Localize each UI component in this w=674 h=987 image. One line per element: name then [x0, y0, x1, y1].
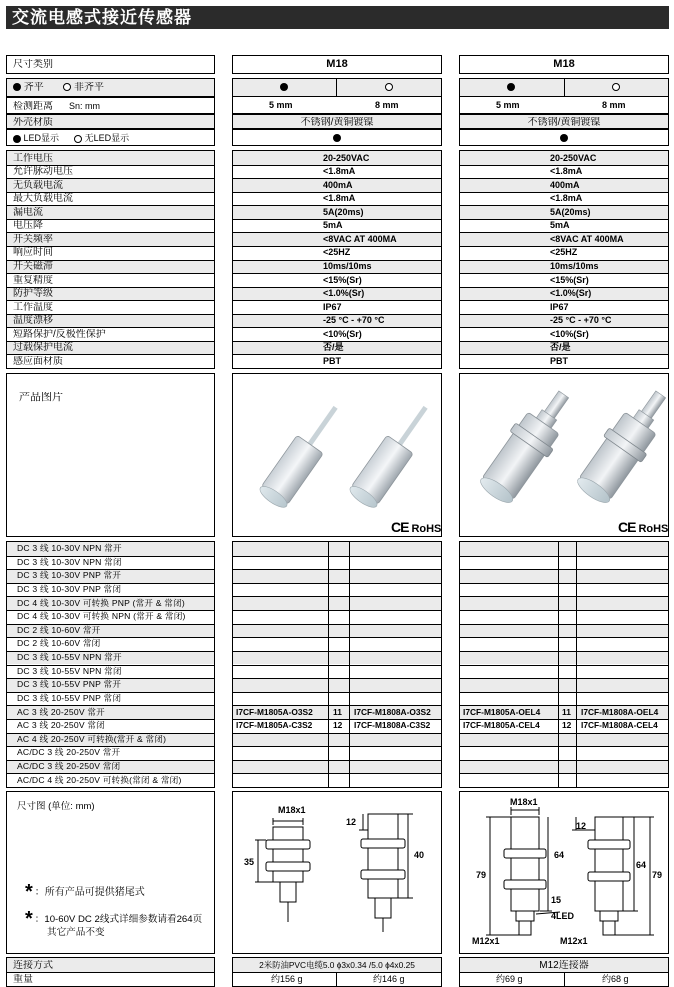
output-type-label: AC 3 线 20-250V 常开: [17, 706, 105, 717]
svg-text:79: 79: [652, 870, 663, 880]
output-type-label: DC 3 线 10-55V NPN 常闭: [17, 665, 122, 676]
dimension-drawing-a: [232, 791, 442, 954]
svg-text:M12x1: M12x1: [472, 936, 500, 946]
distance-row: [6, 97, 215, 114]
spec-value: <1.8mA: [550, 193, 583, 204]
flush-row: [6, 78, 215, 97]
column-m18-connector: [459, 0, 669, 987]
spec-label: 温度漂移: [13, 315, 53, 327]
product-image-a: [232, 373, 442, 537]
distance-a: 5 mm 8 mm: [232, 97, 442, 114]
spec-label: 允许脉动电压: [13, 166, 73, 178]
spec-label-table: [6, 150, 215, 369]
note-dc2: * ：10-60V DC 2线式详细参数请看264页 其它产品不变: [25, 908, 203, 939]
thread-label: M18x1: [278, 805, 306, 815]
spec-label: 漏电流: [13, 206, 43, 218]
spec-value: <25HZ: [323, 247, 351, 258]
model-number: I7CF-M1805A-OEL4: [463, 706, 541, 717]
output-type-label: DC 3 线 10-55V NPN 常开: [17, 652, 122, 663]
model-number: I7CF-M1805A-O3S2: [236, 706, 313, 717]
led-dot-icon: [560, 134, 568, 142]
model-index: 11: [333, 706, 342, 717]
noled-ring-icon: [74, 135, 82, 143]
output-type-label: DC 4 线 10-30V 可转换 NPN (常开 & 常闭): [17, 611, 186, 622]
spec-value: <8VAC AT 400MA: [323, 233, 397, 244]
dimension-label-box: [6, 791, 215, 954]
connection-value-b: M12连接器: [539, 960, 589, 971]
led-dot-icon: [13, 135, 21, 143]
distance-label: 检测距离: [13, 101, 53, 112]
housing-label: 外壳材质: [13, 117, 53, 128]
spec-label: 开关磁滞: [13, 261, 53, 272]
dimension-label: 尺寸图 (单位: mm): [17, 801, 95, 812]
spec-value: 20-250VAC: [323, 152, 370, 163]
model-index: 12: [333, 720, 343, 731]
spec-value: IP67: [323, 301, 342, 312]
sensor-photo-cable: [233, 374, 443, 538]
connection-weight-a: 2米防油PVC电缆5.0 ɸ3x0.34 /5.0 ɸ4x0.25 约156 g 约146 g: [232, 957, 442, 987]
nonflush-ring-icon: [385, 83, 393, 91]
led-dot-icon: [333, 134, 341, 142]
noled-label: 无LED显示: [84, 133, 130, 143]
spec-value: IP67: [550, 301, 569, 312]
spec-value: 10ms/10ms: [550, 261, 599, 271]
model-number: I7CF-M1805A-C3S2: [236, 720, 313, 731]
output-type-label: DC 3 线 10-30V NPN 常开: [17, 543, 122, 554]
size-value-b: M18: [459, 55, 669, 74]
spec-value: 400mA: [550, 179, 580, 190]
spec-label: 工作温度: [13, 301, 53, 313]
output-type-label: DC 4 线 10-30V 可转换 PNP (常开 & 常闭): [17, 597, 185, 608]
label-column: [6, 0, 215, 987]
output-type-label: DC 2 线 10-60V 常开: [17, 624, 101, 635]
model-number: I7CF-M1808A-CEL4: [581, 720, 658, 731]
output-type-label: AC/DC 3 线 20-250V 常闭: [17, 760, 121, 771]
svg-text:12: 12: [346, 817, 357, 827]
connection-weight-label: [6, 957, 215, 987]
note-pigtail: * ：所有产品可提供猪尾式: [25, 881, 145, 903]
flush-dot-icon: [507, 83, 515, 91]
spec-label: 响应时间: [13, 247, 53, 259]
output-type-label: AC/DC 4 线 20-250V 可转换(常闭 & 常闭): [17, 774, 182, 785]
led-b: [459, 129, 669, 146]
spec-label: 过载保护电流: [13, 342, 73, 354]
output-type-label: DC 3 线 10-55V PNP 常闭: [17, 692, 122, 703]
nonflush-ring-icon: [63, 83, 71, 91]
thread-label: M18x1: [510, 797, 538, 807]
spec-values-b: [459, 150, 669, 369]
svg-text:64: 64: [636, 860, 647, 870]
output-values-a: [232, 541, 442, 788]
model-index: 11: [562, 706, 571, 717]
flush-dot-icon: [280, 83, 288, 91]
output-type-label: DC 3 线 10-30V PNP 常开: [17, 570, 122, 581]
spec-value: <15%(Sr): [323, 274, 362, 285]
svg-text:4LED: 4LED: [551, 911, 575, 921]
led-label: LED显示: [23, 133, 60, 143]
spec-value: <1.8mA: [323, 166, 356, 177]
flush-type-b: [459, 78, 669, 97]
dimension-drawing-cable: [233, 792, 443, 955]
spec-value: <8VAC AT 400MA: [550, 233, 624, 244]
spec-label: 短路保护/反极性保护: [13, 328, 106, 340]
spec-value: <1.0%(Sr): [550, 288, 592, 299]
flush-dot-icon: [13, 83, 21, 91]
sn-label: Sn: mm: [69, 101, 101, 111]
output-label-table: [6, 541, 215, 788]
column-m18-cable: [232, 0, 442, 987]
product-image-label: 产品图片: [19, 392, 63, 403]
sensor-photo-connector: [460, 374, 670, 538]
svg-text:40: 40: [414, 850, 425, 860]
spec-value: <10%(Sr): [323, 328, 362, 339]
output-type-label: DC 3 线 10-55V PNP 常开: [17, 679, 122, 690]
distance-b: 5 mm 8 mm: [459, 97, 669, 114]
led-row: [6, 129, 215, 146]
size-value-a: M18: [232, 55, 442, 74]
connection-label: 连接方式: [13, 960, 53, 971]
star-icon: *: [25, 881, 33, 903]
weight-label: 重量: [13, 974, 33, 985]
spec-value: 20-250VAC: [550, 152, 597, 163]
output-type-label: DC 3 线 10-30V NPN 常闭: [17, 556, 122, 567]
led-a: [232, 129, 442, 146]
spec-value: 否/是: [550, 342, 571, 353]
output-type-label: DC 3 线 10-30V PNP 常闭: [17, 584, 122, 595]
star-icon: *: [25, 908, 33, 930]
svg-text:35: 35: [244, 857, 255, 867]
spec-value: <1.8mA: [323, 193, 356, 204]
spec-value: PBT: [323, 355, 341, 366]
spec-value: 400mA: [323, 179, 353, 190]
spec-label: 感应面材质: [13, 355, 63, 367]
spec-value: 10ms/10ms: [323, 261, 372, 271]
size-label-row: [6, 55, 215, 74]
model-number: I7CF-M1805A-CEL4: [463, 720, 540, 731]
spec-label: 工作电压: [13, 152, 53, 164]
spec-value: <10%(Sr): [550, 328, 589, 339]
output-values-b: [459, 541, 669, 788]
spec-value: <1.0%(Sr): [323, 288, 365, 299]
spec-label: 最大负载电流: [13, 193, 73, 205]
svg-text:79: 79: [476, 870, 487, 880]
svg-text:64: 64: [554, 850, 565, 860]
connection-value-a: 2米防油PVC电缆5.0 ɸ3x0.34 /5.0 ɸ4x0.25: [259, 960, 415, 970]
spec-value: 5mA: [550, 220, 570, 231]
spec-value: 5A(20ms): [323, 206, 364, 217]
model-number: I7CF-M1808A-OEL4: [581, 706, 659, 717]
size-label: 尺寸类别: [13, 59, 53, 70]
flush-type-a: [232, 78, 442, 97]
model-number: I7CF-M1808A-C3S2: [354, 720, 431, 731]
housing-b: 不锈钢/黄铜镀镍: [459, 114, 669, 129]
housing-row: [6, 114, 215, 129]
dimension-drawing-connector: [460, 792, 670, 955]
output-type-label: DC 2 线 10-60V 常闭: [17, 638, 101, 649]
spec-value: <1.8mA: [550, 166, 583, 177]
spec-label: 电压降: [13, 220, 43, 232]
model-index: 12: [562, 720, 572, 731]
output-type-label: AC 4 线 20-250V 可转换(常开 & 常闭): [17, 733, 167, 744]
spec-value: <15%(Sr): [550, 274, 589, 285]
spec-value: -25 °C - +70 °C: [550, 315, 612, 326]
flush-label: 齐平: [23, 82, 44, 93]
spec-label: 重复精度: [13, 274, 53, 286]
output-type-label: AC 3 线 20-250V 常闭: [17, 720, 105, 731]
spec-label: 防护等级: [13, 288, 53, 300]
product-image-label-box: [6, 373, 215, 537]
svg-text:12: 12: [576, 821, 587, 831]
svg-text:15: 15: [551, 895, 562, 905]
nonflush-ring-icon: [612, 83, 620, 91]
svg-text:M12x1: M12x1: [560, 936, 588, 946]
output-type-label: AC/DC 3 线 20-250V 常开: [17, 747, 121, 758]
spec-value: -25 °C - +70 °C: [323, 315, 385, 326]
page-title: 交流电感式接近传感器: [6, 6, 669, 29]
product-image-b: [459, 373, 669, 537]
ce-rohs-logo: CE RoHS: [391, 519, 442, 535]
spec-label: 开关频率: [13, 233, 53, 245]
nonflush-label: 非齐平: [74, 82, 105, 93]
spec-label: 无负载电流: [13, 179, 63, 191]
model-number: I7CF-M1808A-O3S2: [354, 706, 431, 717]
housing-a: 不锈钢/黄铜镀镍: [232, 114, 442, 129]
spec-value: 5mA: [323, 220, 343, 231]
spec-value: 5A(20ms): [550, 206, 591, 217]
dimension-drawing-b: [459, 791, 669, 954]
spec-value: <25HZ: [550, 247, 578, 258]
connection-weight-b: M12连接器 约69 g 约68 g: [459, 957, 669, 987]
spec-value: PBT: [550, 355, 568, 366]
spec-value: 否/是: [323, 342, 344, 353]
spec-values-a: [232, 150, 442, 369]
ce-rohs-logo: CE RoHS: [618, 519, 669, 535]
